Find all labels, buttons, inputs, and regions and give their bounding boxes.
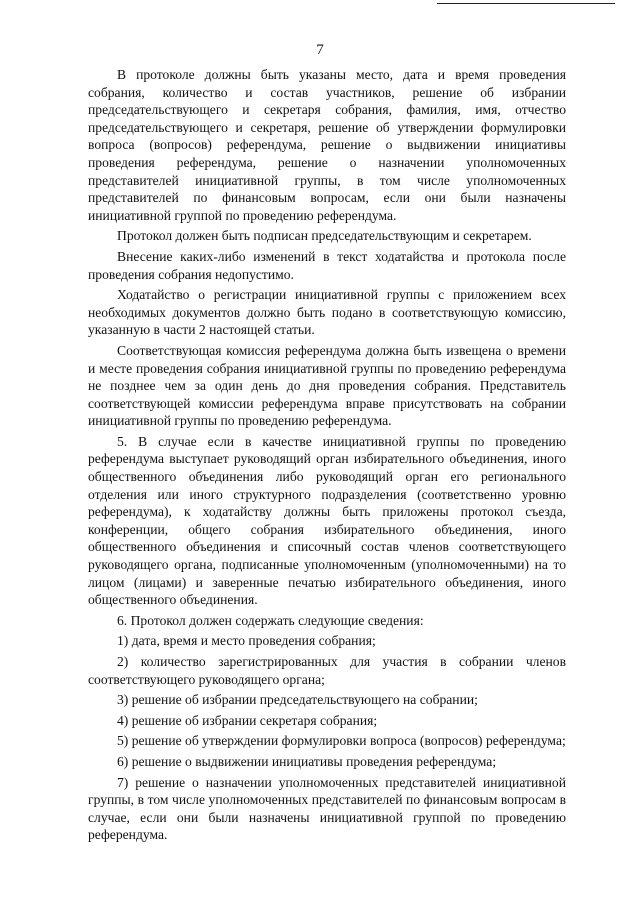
paragraph-no-changes: Внесение каких-либо изменений в текст ходатайства и протокола после проведения собрания недопустимо. [88,248,566,282]
list-item-5: 5) решение об утверждении формулировки вопроса (вопросов) референдума; [117,733,566,749]
paragraph-clause-6: 6. Протокол должен содержать следующие сведения: [117,612,424,628]
paragraph-petition-submission: Ходатайство о регистрации инициативной группы с приложением всех необходимых документов должно быть подано в соответствующую комиссию, указанную в части 2 настоящей статьи. [88,287,566,338]
document-body [88,66,566,847]
paragraph-commission-notice: Соответствующая комиссия референдума должна быть извещена о времени и месте проведения собрания инициативной группы по проведению референдума не позднее чем за один день до дня проведения собрания. Представитель соответствующей комиссии референдума вправе присутствовать на собрании инициативной группы по проведению референдума. [88,342,566,429]
paragraph-clause-5: 5. В случае если в качестве инициативной группы по проведению референдума выступает руководящий орган избирательного объединения, иного общественного объединения либо руководящий орган его регионального отделения или иного структурного подразделения (соответственно уровню референдума), к ходатайству должны быть приложены протокол съезда, конференции, общего собрания избирательного объединения, иного общественного объединения и списочный состав членов соответствующего руководящего органа, подписанные уполномоченным (уполномоченными) на то лицом (лицами) и заверенные печатью избирательного объединения, иного общественного объединения. [88,433,566,608]
list-item-7: 7) решение о назначении уполномоченных представителей инициативной группы, в том числе уполномоченных представителей по финансовым вопросам в случае, если они были назначены инициативной группой по проведению референдума. [88,774,566,843]
list-item-3: 3) решение об избрании председательствующего на собрании; [117,692,478,708]
list-item-6: 6) решение о выдвижении инициативы проведения референдума; [117,753,497,769]
top-rule [437,3,615,4]
list-item-1: 1) дата, время и место проведения собрания; [117,633,376,649]
list-item-2: 2) количество зарегистрированных для участия в собрании членов соответствующего руководящего органа; [88,654,566,687]
paragraph-protocol-contents: В протоколе должны быть указаны место, дата и время проведения собрания, количество и состав участников, решение об избрании председательствующего и секретаря собрания, фамилия, имя, отчество председательствующего и секретаря, решение об утверждении формулировки вопроса (вопросов) референдума, решение о выдвижении инициативы проведения референдума, решение о назначении уполномоченных представителей инициативной группы, в том числе уполномоченных представителей по финансовым вопросам, если они были назначены инициативной группой по проведению референдума. [88,67,566,223]
paragraph-protocol-signature: Протокол должен быть подписан председательствующим и секретарем. [117,228,532,244]
list-item-4: 4) решение об избрании секретаря собрания; [117,712,378,728]
page-number: 7 [316,42,324,58]
